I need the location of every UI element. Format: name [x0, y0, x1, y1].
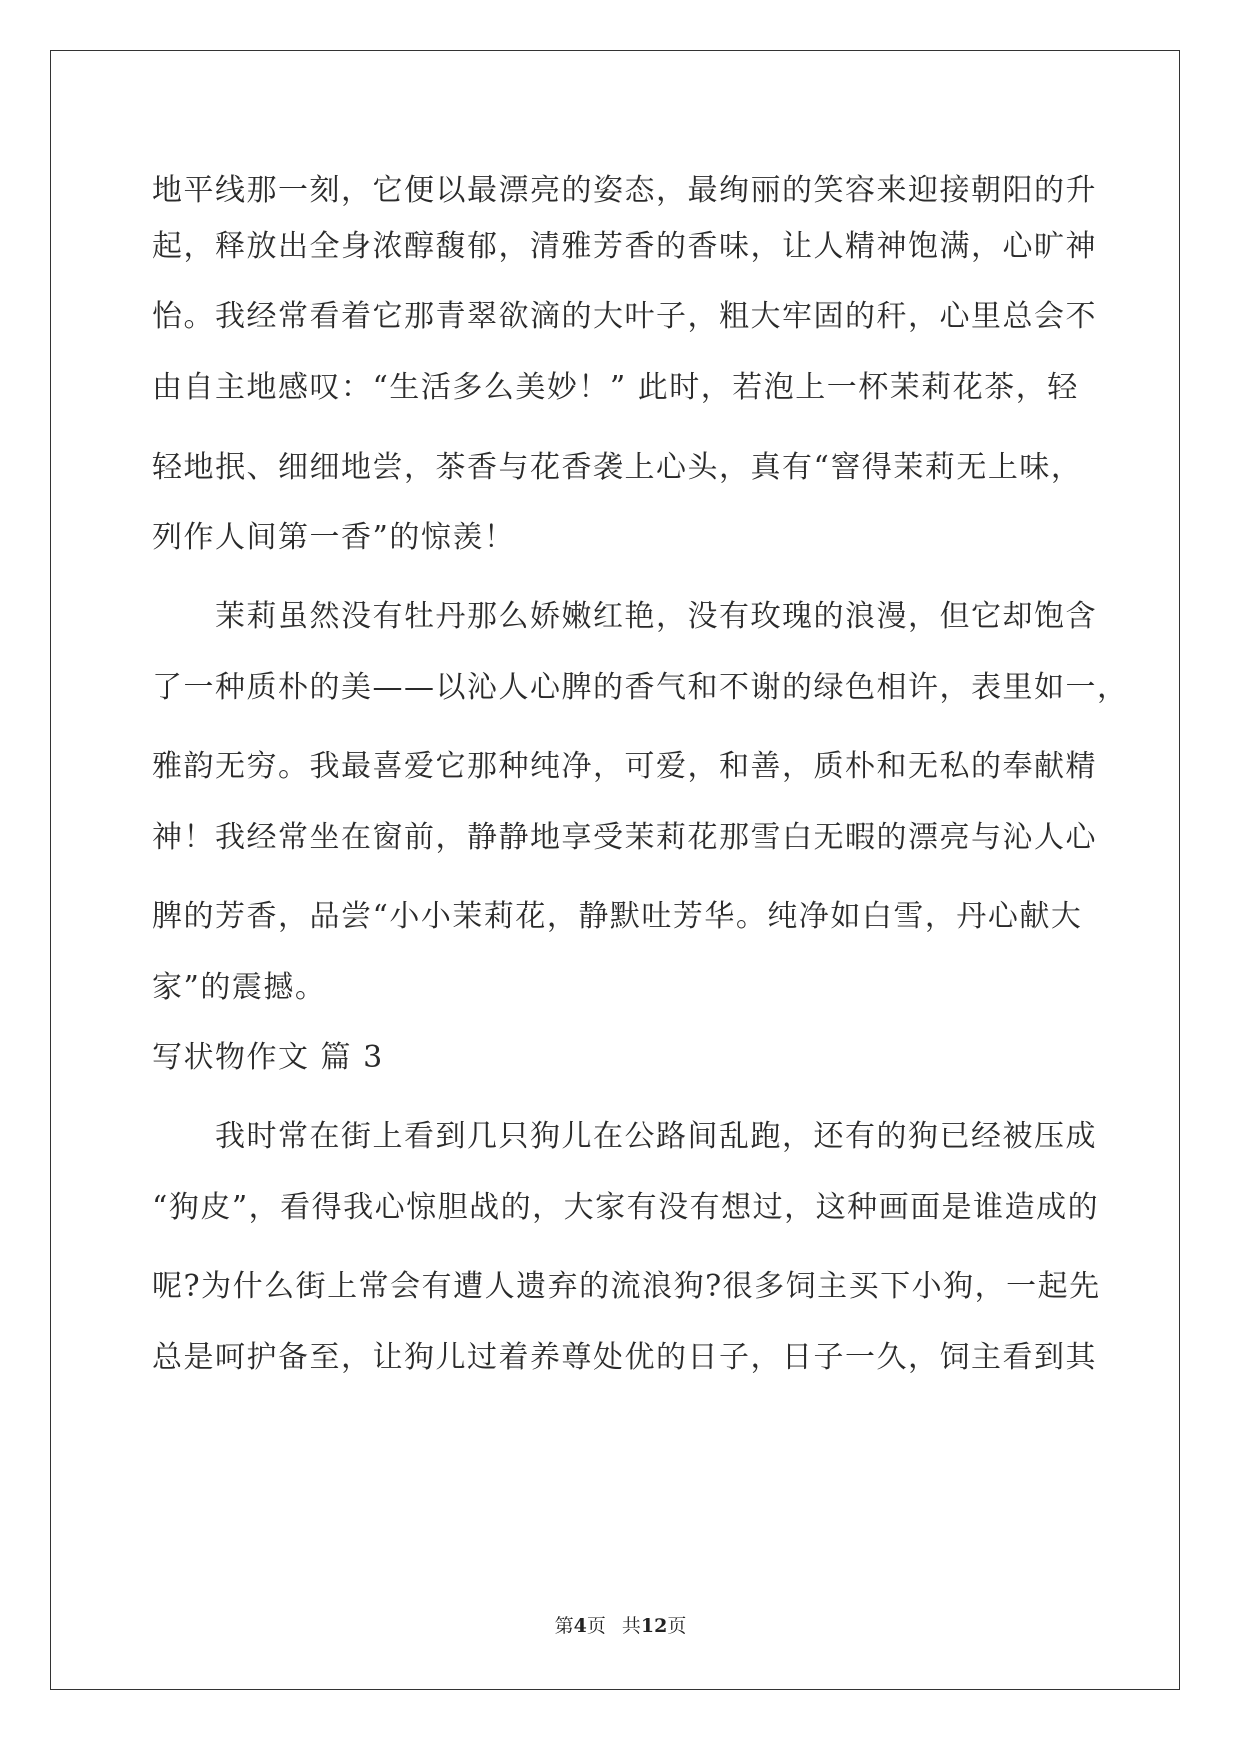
text-line: 呢?为什么街上常会有遭人遗弃的流浪狗?很多饲主买下小狗，一起先: [152, 1269, 1101, 1304]
page-number: 4: [573, 1615, 587, 1637]
text-line: 轻地抿、细细地尝，茶香与花香袭上心头，真有“窨得茉莉无上味，: [152, 450, 1083, 485]
page-prefix: 第: [554, 1615, 574, 1637]
text-line: 雅韵无穷。我最喜爱它那种纯净，可爱，和善，质朴和无私的奉献精: [152, 749, 1097, 784]
page-border: [50, 50, 1180, 1690]
section-heading: 写状物作文 篇 3: [152, 1040, 384, 1075]
text-line: 脾的芳香，品尝“小小茉莉花，静默吐芳华。纯净如白雪，丹心献大: [152, 899, 1083, 934]
text-line: 由自主地感叹：“生活多么美妙！” 此时，若泡上一杯茉莉花茶，轻: [152, 370, 1079, 405]
page-footer: [0, 1614, 1241, 1638]
page-total: 12: [640, 1615, 668, 1637]
text-line: 起，释放出全身浓醇馥郁，清雅芳香的香味，让人精神饱满，心旷神: [152, 229, 1097, 264]
text-line: 怡。我经常看着它那青翠欲滴的大叶子，粗大牢固的秆，心里总会不: [152, 299, 1097, 334]
text-line: 了一种质朴的美——以沁人心脾的香气和不谢的绿色相许，表里如一，: [152, 670, 1129, 705]
text-line: 地平线那一刻，它便以最漂亮的姿态，最绚丽的笑容来迎接朝阳的升: [152, 173, 1097, 208]
text-line: 茉莉虽然没有牡丹那么娇嫩红艳，没有玫瑰的浪漫，但它却饱含: [152, 599, 1097, 634]
text-line: 神！我经常坐在窗前，静静地享受茉莉花那雪白无暇的漂亮与沁人心: [152, 820, 1097, 855]
text-line: 我时常在街上看到几只狗儿在公路间乱跑，还有的狗已经被压成: [152, 1119, 1097, 1154]
total-prefix: 共: [621, 1615, 641, 1637]
page-suffix: 页: [586, 1615, 606, 1637]
text-line: 列作人间第一香”的惊羡！: [152, 520, 516, 555]
total-suffix: 页: [667, 1615, 687, 1637]
text-line: 总是呵护备至，让狗儿过着养尊处优的日子，日子一久，饲主看到其: [152, 1340, 1097, 1375]
text-line: 家”的震撼。: [152, 970, 327, 1005]
text-line: “狗皮”，看得我心惊胆战的，大家有没有想过，这种画面是谁造成的: [152, 1190, 1100, 1225]
